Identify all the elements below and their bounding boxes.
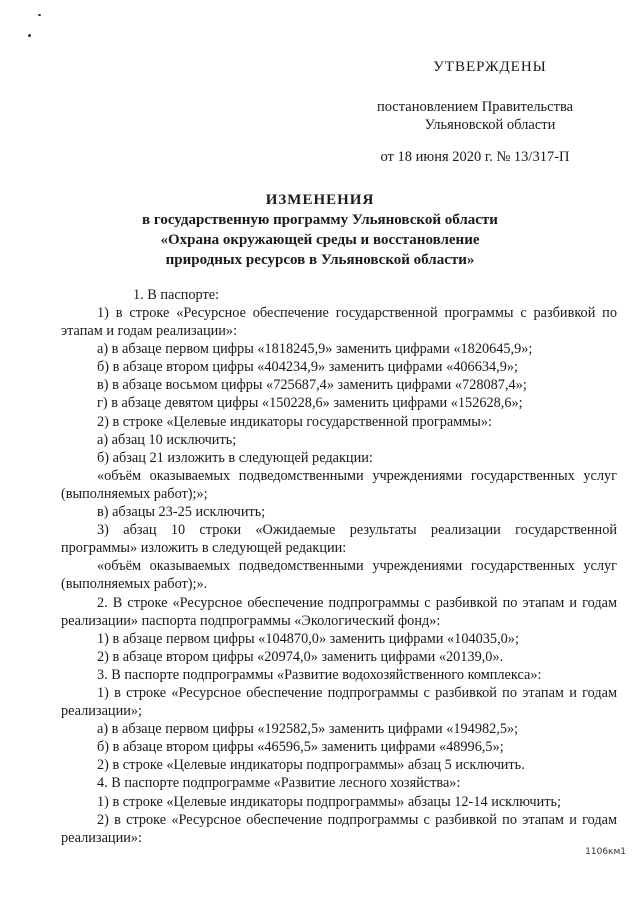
approval-heading: УТВЕРЖДЕНЫ: [433, 59, 547, 75]
scan-speck: [38, 14, 41, 16]
paragraph: 1. В паспорте:: [133, 287, 220, 303]
paragraph: б) абзац 21 изложить в следующей редакции:: [97, 449, 373, 466]
paragraph: 2) в строке «Целевые индикаторы государственной программы»:: [97, 413, 493, 430]
paragraph: в) абзацы 23-25 исключить;: [97, 504, 266, 521]
paragraph: 1) в строке «Целевые индикаторы подпрограммы» абзацы 12-14 исключить;: [97, 793, 561, 810]
paragraph: 1) в строке «Ресурсное обеспечение подпрограммы с разбивкой по этапам и годам реализации»;: [61, 684, 617, 720]
approval-line: постановлением Правительства: [376, 99, 574, 115]
paragraph: б) в абзаце втором цифры «46596,5» заменить цифрами «48996,5»;: [97, 739, 504, 756]
paragraph: 2. В строке «Ресурсное обеспечение подпрограммы с разбивкой по этапам и годам реализации» паспорта подпрограммы «Экологический фонд»:: [61, 594, 617, 629]
title-line: в государственную программу Ульяновской области: [142, 212, 498, 228]
paragraph: а) в абзаце первом цифры «1818245,9» заменить цифрами «1820645,9»;: [97, 341, 533, 358]
document-body-text: [61, 304, 617, 847]
title-line: «Охрана окружающей среды и восстановление: [160, 232, 480, 248]
paragraph: 4. В паспорте подпрограмме «Развитие лесного хозяйства»:: [97, 775, 461, 792]
paragraph: б) в абзаце втором цифры «404234,9» заменить цифрами «406634,9»;: [97, 359, 518, 376]
paragraph: «объём оказываемых подведомственными учреждениями государственных услуг (выполняемых работ);»;: [61, 467, 617, 502]
paragraph: 2) в строке «Ресурсное обеспечение подпрограммы с разбивкой по этапам и годам реализации»:: [61, 811, 617, 846]
scan-speck: [28, 34, 31, 37]
paragraph: г) в абзаце девятом цифры «150228,6» заменить цифрами «152628,6»;: [97, 395, 523, 412]
document-body: [97, 286, 617, 304]
approval-line: Ульяновской области: [424, 117, 556, 133]
paragraph: а) абзац 10 исключить;: [97, 431, 237, 448]
title-line: природных ресурсов в Ульяновской области»: [165, 252, 475, 268]
paragraph: 3) абзац 10 строки «Ожидаемые результаты реализации государственной программы» изложить в следующей редакции:: [61, 522, 617, 557]
paragraph: а) в абзаце первом цифры «192582,5» заменить цифрами «194982,5»;: [97, 721, 519, 738]
title-line: ИЗМЕНЕНИЯ: [265, 192, 375, 208]
paragraph: «объём оказываемых подведомственными учреждениями государственных услуг (выполняемых работ);».: [61, 558, 617, 593]
paragraph: 2) в строке «Целевые индикаторы подпрограммы» абзац 5 исключить.: [97, 757, 525, 774]
document-code: 1106км1: [585, 847, 626, 857]
paragraph: в) в абзаце восьмом цифры «725687,4» заменить цифрами «728087,4»;: [97, 377, 527, 394]
approval-date: от 18 июня 2020 г. № 13/317-П: [380, 149, 570, 165]
paragraph: 3. В паспорте подпрограммы «Развитие водохозяйственного комплекса»:: [97, 666, 542, 683]
paragraph: 2) в абзаце втором цифры «20974,0» заменить цифрами «20139,0».: [97, 648, 504, 665]
paragraph: 1) в строке «Ресурсное обеспечение государственной программы с разбивкой по этапам и годам реализации»:: [61, 305, 617, 340]
paragraph: 1) в абзаце первом цифры «104870,0» заменить цифрами «104035,0»;: [97, 630, 519, 647]
document-title: [80, 190, 560, 270]
